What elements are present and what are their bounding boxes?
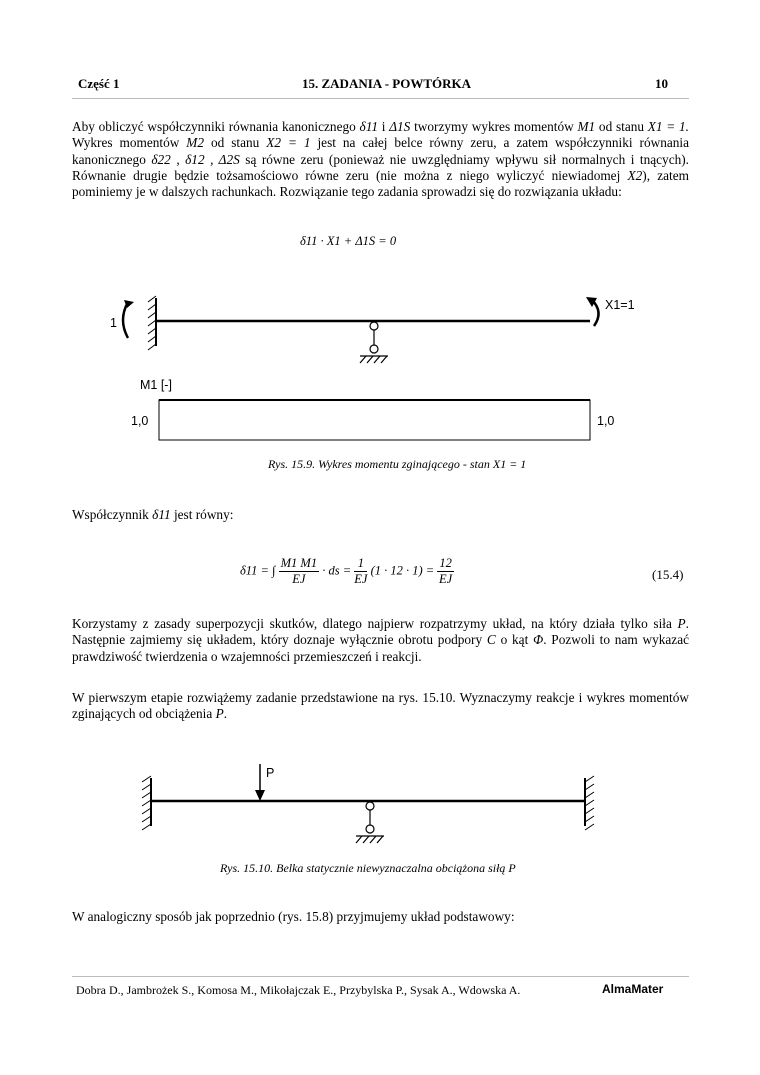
load-label-p: P — [266, 766, 275, 780]
equation-number: (15.4) — [652, 567, 684, 582]
m1-left-value: 1,0 — [131, 414, 149, 428]
footer-rule — [72, 976, 689, 977]
footer-publisher: AlmaMater — [602, 982, 664, 996]
fixed-support-right-fig2 — [585, 776, 594, 830]
footer-authors: Dobra D., Jambrożek S., Komosa M., Mikołajczak E., Przybylska P., Sysak A., Wdowska A. — [76, 983, 521, 997]
figure-15-10-caption: Rys. 15.10. Belka statycznie niewyznaczalna obciążona siłą P — [220, 861, 516, 875]
equation-15-4: δ11 = ∫ $\frac{M1 M1}{EJ}$ · ds = $\frac{1}{EJ}$ (1 · 12 · 1) = $\frac{12}{EJ}$ — [240, 556, 453, 586]
x1-label: X1=1 — [605, 298, 635, 312]
fixed-support-left-fig2 — [142, 776, 151, 830]
pin-support-fig2 — [356, 802, 384, 843]
m1-right-value: 1,0 — [597, 414, 615, 428]
load-arrow-icon — [255, 764, 265, 801]
fixed-support-left — [148, 296, 156, 350]
header-page-number: 10 — [655, 76, 668, 91]
figure-15-9-caption: Rys. 15.9. Wykres momentu zginającego - stan X1 = 1 — [268, 457, 527, 471]
equation-canonical: δ11 · X1 + Δ1S = 0 — [300, 234, 397, 248]
header-chapter-title: 15. ZADANIA - POWTÓRKA — [302, 76, 472, 91]
moment-diagram-m1 — [159, 400, 590, 440]
m1-diagram-label: M1 [-] — [140, 378, 172, 392]
paragraph-3: Korzystamy z zasady superpozycji skutków, dlatego najpierw rozpatrzymy układ, na który działa tylko siła P. Następnie zajmiemy się układem, który doznaje wyłącznie obrotu podpory C o kąt Φ. Pozwoli to nam wykazać prawdziwość twierdzenia o wzajemności przemieszczeń i reakcji. — [72, 616, 689, 664]
moment-label-1: 1 — [110, 316, 117, 330]
paragraph-2: Współczynnik δ11 jest równy: — [72, 507, 234, 522]
header-part: Część 1 — [78, 76, 120, 91]
paragraph-5: W analogiczny sposób jak poprzednio (rys. 15.8) przyjmujemy układ podstawowy: — [72, 909, 515, 924]
paragraph-1: Aby obliczyć współczynniki równania kanonicznego δ11 i Δ1S tworzymy wykres momentów M1 od stanu X1 = 1. Wykres momentów M2 od stanu X2 = 1 jest na całej belce równy zeru, a zatem współczynniki równania kanonicznego δ22 , δ12 , Δ2S są równe zeru (ponieważ nie uwzględniamy wpływu sił normalnych i tnących). Równanie drugie będzie tożsamościowo równe zeru (nie można z niego wyliczyć niewiadomej X2), zatem pominiemy je w dalszych rachunkach. Rozwiązanie tego zadania sprowadzi się do rozwiązania układu: — [72, 119, 690, 200]
pin-support-fig1 — [360, 322, 388, 363]
paragraph-4: W pierwszym etapie rozwiążemy zadanie przedstawione na rys. 15.10. Wyznaczymy reakcje i wykres momentów zginających od obciążenia P. — [72, 690, 689, 722]
